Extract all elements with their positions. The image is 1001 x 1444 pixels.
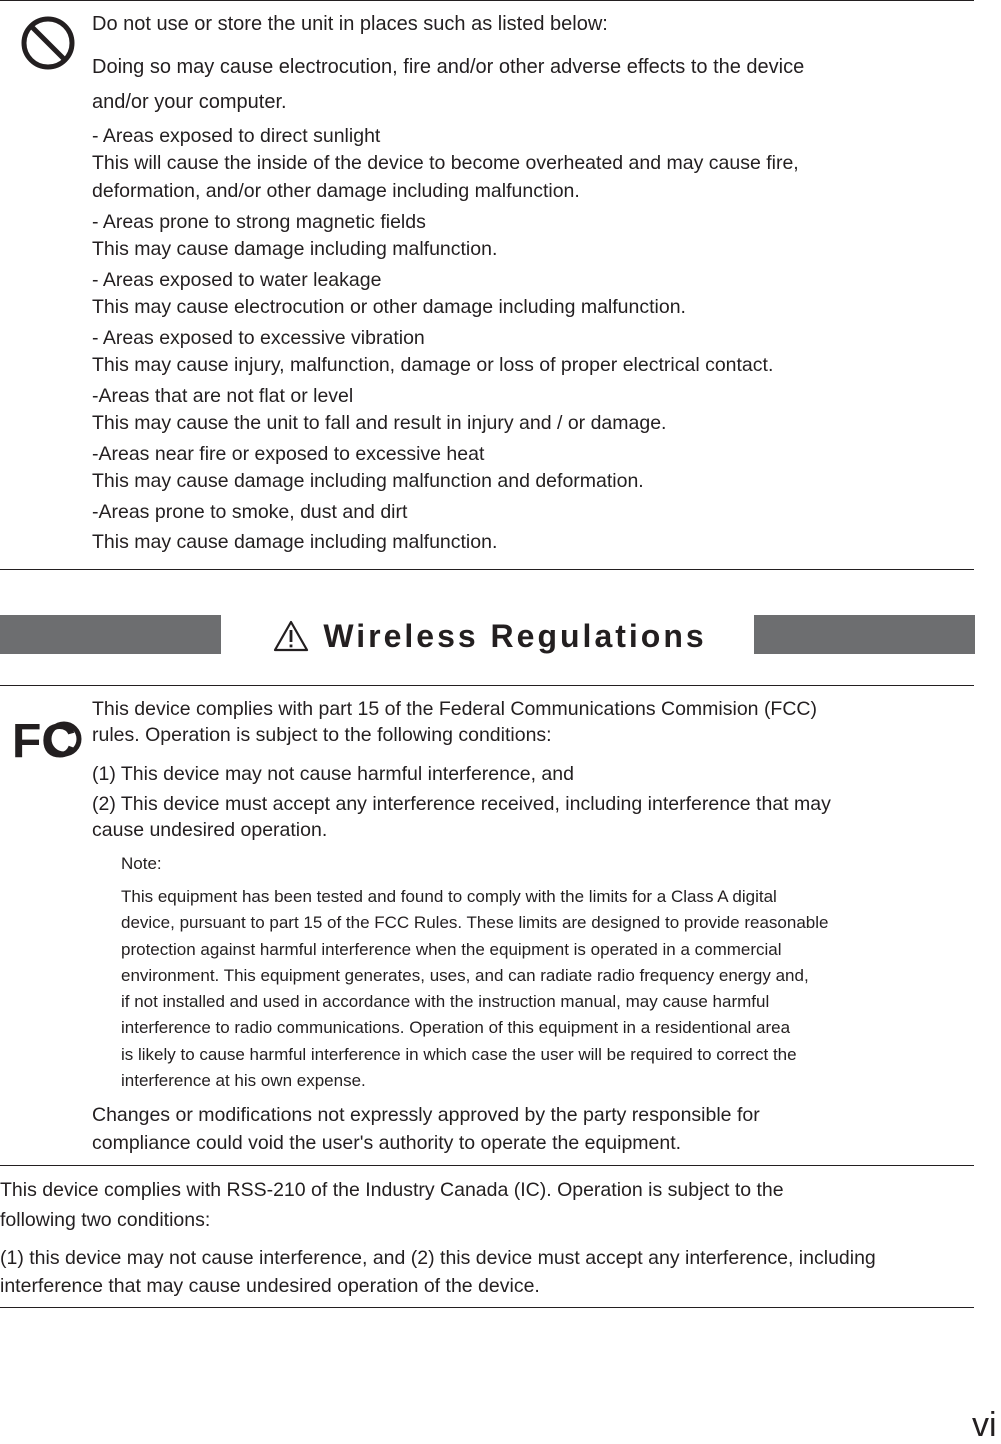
fcc-condition-2-cont: cause undesired operation.	[92, 819, 328, 841]
fcc-condition-2: (2) This device must accept any interference received, including interference that may	[92, 793, 831, 815]
item-desc: This may cause injury, malfunction, damage or loss of proper electrical contact.	[92, 354, 774, 376]
item-title: - Areas prone to strong magnetic fields	[92, 211, 426, 233]
list-item	[92, 384, 972, 437]
heading-bar-right	[754, 615, 975, 654]
fcc-top-divider	[0, 685, 974, 686]
note-line: if not installed and used in accordance with the instruction manual, may cause harmful	[121, 992, 770, 1012]
item-desc: This may cause damage including malfunction.	[92, 531, 498, 553]
prohibited-areas-list	[92, 124, 972, 559]
item-title: - Areas exposed to water leakage	[92, 269, 382, 291]
item-desc: This may cause damage including malfunction and deformation.	[92, 470, 644, 492]
section-divider	[0, 569, 974, 570]
list-item	[92, 124, 972, 205]
item-title: -Areas near fire or exposed to excessive heat	[92, 443, 485, 465]
item-desc: This may cause damage including malfunction.	[92, 238, 498, 260]
note-label: Note:	[121, 854, 162, 873]
section-title: Wireless Regulations	[323, 617, 707, 654]
item-title: - Areas exposed to direct sunlight	[92, 125, 381, 147]
changes-line-2: compliance could void the user's authority to operate the equipment.	[92, 1132, 682, 1154]
ic-line-2: following two conditions:	[0, 1209, 211, 1231]
note-line: interference at his own expense.	[121, 1071, 366, 1091]
list-item	[92, 268, 972, 321]
section-heading	[240, 614, 740, 658]
fcc-condition-1: (1) This device may not cause harmful interference, and	[92, 763, 574, 785]
fcc-logo-text: FC	[12, 715, 76, 762]
ic-line-3: (1) this device may not cause interference, and (2) this device must accept any interference, including	[0, 1247, 876, 1269]
ic-statement	[0, 1175, 990, 1300]
list-item	[92, 500, 972, 559]
prohibition-icon	[20, 15, 76, 71]
ic-line-4: interference that may cause undesired operation of the device.	[0, 1275, 540, 1297]
ic-line-1: This device complies with RSS-210 of the Industry Canada (IC). Operation is subject to the	[0, 1179, 784, 1201]
note-line: is likely to cause harmful interference in which case the user will be required to correct the	[121, 1044, 797, 1064]
fcc-changes-warning	[92, 1101, 972, 1157]
prohibition-intro	[92, 11, 972, 122]
bottom-divider	[0, 1307, 974, 1308]
item-title: -Areas that are not flat or level	[92, 385, 354, 407]
item-desc: deformation, and/or other damage including malfunction.	[92, 180, 580, 202]
note-line: interference to radio communications. Operation of this equipment in a residentional area	[121, 1018, 791, 1038]
list-item	[92, 326, 972, 379]
intro-line-3: and/or your computer.	[92, 91, 287, 113]
intro-line-2: Doing so may cause electrocution, fire and/or other adverse effects to the device	[92, 56, 805, 78]
intro-line-1: Do not use or store the unit in places such as listed below:	[92, 13, 608, 35]
item-desc: This may cause the unit to fall and result in injury and / or damage.	[92, 412, 667, 434]
item-desc: This may cause electrocution or other damage including malfunction.	[92, 296, 686, 318]
item-title: - Areas exposed to excessive vibration	[92, 327, 425, 349]
item-title: -Areas prone to smoke, dust and dirt	[92, 501, 408, 523]
fcc-note	[121, 852, 981, 1094]
list-item	[92, 442, 972, 495]
warning-triangle-icon	[273, 619, 309, 653]
list-item	[92, 210, 972, 263]
note-body	[121, 884, 981, 1094]
fcc-statement	[92, 696, 972, 843]
note-line: device, pursuant to part 15 of the FCC Rules. These limits are designed to provide reasonable	[121, 913, 829, 933]
top-divider	[0, 0, 974, 1]
page-number: vi	[972, 1406, 997, 1444]
note-line: This equipment has been tested and found to comply with the limits for a Class A digital	[121, 887, 777, 906]
note-line: protection against harmful interference when the equipment is operated in a commercial	[121, 939, 782, 959]
fcc-logo	[12, 712, 82, 762]
changes-line-1: Changes or modifications not expressly approved by the party responsible for	[92, 1104, 760, 1126]
fcc-line-1: This device complies with part 15 of the Federal Communications Commision (FCC)	[92, 698, 818, 720]
fcc-line-2: rules. Operation is subject to the following conditions:	[92, 724, 552, 746]
heading-bar-left	[0, 615, 221, 654]
item-desc: This will cause the inside of the device to become overheated and may cause fire,	[92, 152, 799, 174]
ic-top-divider	[0, 1165, 974, 1166]
note-line: environment. This equipment generates, uses, and can radiate radio frequency energy and,	[121, 965, 809, 985]
